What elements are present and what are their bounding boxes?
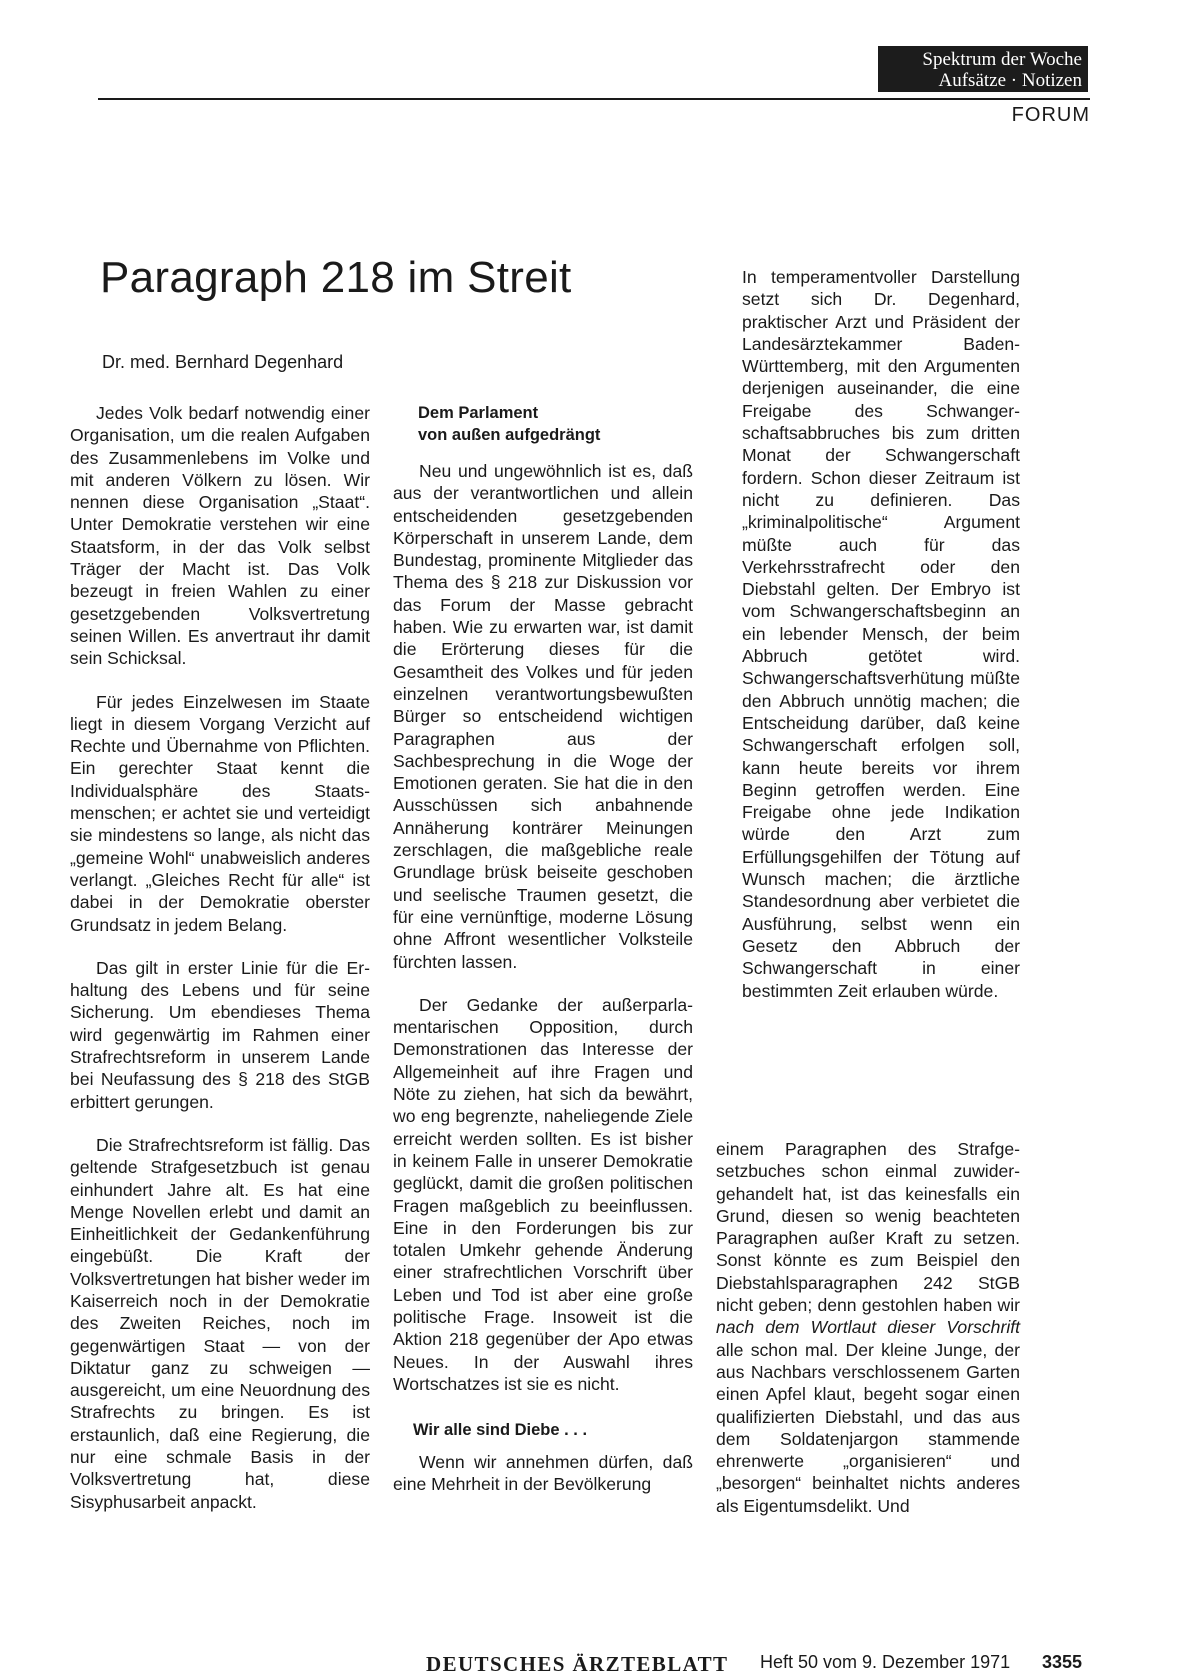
paragraph: Das gilt in erster Linie für die Erhaltung des Lebens und für seine Sicherung. Um ebendieses Thema wird gegenwärtig im Rahmen einer Strafrechtsreform in unserem Lande bei Neufassung des § 218 des StGB erbittert gerungen. xyxy=(70,957,370,1112)
badge-line-1: Spektrum der Woche xyxy=(922,49,1082,70)
paragraph: Für jedes Einzelwesen im Staate liegt in diesem Vorgang Verzicht auf Rechte und Übernahme von Pflichten. Ein gerechter Staat kennt die Individualsphäre des Staatsmenschen; er achtet sie und verteidigt sie mindestens so lange, als nicht das „gemeine Wohl“ unabweislich anderes verlangt. „Gleiches Recht für alle“ ist dabei in der Demokratie oberster Grundsatz in jedem Belang. xyxy=(70,691,370,935)
subheading: Wir alle sind Diebe . . . xyxy=(413,1421,588,1440)
column-2 xyxy=(393,402,693,1517)
section-badge xyxy=(878,46,1088,92)
paragraph xyxy=(716,1138,1020,1517)
page-number: 3355 xyxy=(1042,1652,1083,1672)
summary-text: In temperamentvoller Darstellung setzt sich Dr. Degenhard, praktischer Arzt und Präsident der Landesärztekammer Baden-Württemberg, mit den Argumenten derjenigen auseinander, die eine Freigabe des Schwangerschaftsabbruches bis zum dritten Monat der Schwangerschaft fordern. Schon dieser Zeitraum ist nicht zu definieren. Das „kriminalpolitische“ Argument müßte auch für das Verkehrsstrafrecht oder den Diebstahl gelten. Der Embryo ist vom Schwangerschaftsbeginn an ein lebender Mensch, der beim Abbruch getötet wird. Schwangerschaftsverhütung müßte den Abbruch unnötig machen; die Entscheidung darüber, daß keine Schwangerschaft erfolgen soll, kann heute bereits vor ihrem Beginn getroffen werden. Eine Freigabe ohne jede Indikation würde den Arzt zum Erfüllungsgehilfen der Tötung auf Wunsch machen; die ärztliche Standesordnung aber verbietet die Ausführung, selbst wenn ein Gesetz den Abbruch der Schwangerschaft in einer bestimmten Zeit erlauben würde. xyxy=(742,267,1020,1001)
text-run: alle schon mal. Der kleine Junge, der aus Nachbars verschlossenem Garten einen Apfel klaut, begeht sogar einen qualifizierten Diebstahl, und das aus dem Soldatenjargon stammende ehrenwerte „organisieren“ und „besorgen“ beinhaltet nichts anderes als Eigentumsdelikt. Und xyxy=(716,1339,1020,1516)
italic-text: nach dem Wortlaut dieser Vorschrift xyxy=(716,1317,1020,1338)
article-title: Paragraph 218 im Streit xyxy=(100,253,572,302)
badge-line-2: Aufsätze · Notizen xyxy=(938,70,1082,91)
publication-name: DEUTSCHES ÄRZTEBLATT xyxy=(426,1652,729,1676)
paragraph: Neu und ungewöhnlich ist es, daß aus der verantwortlichen und allein entscheidenden gesetzgebenden Körperschaft in unserem Lande, dem Bundestag, prominente Mitglieder das Thema des § 218 zur Diskussion vor das Forum der Masse gebracht haben. Wie zu erwarten war, ist damit die Erörterung dieses für die Gesamtheit des Volkes und für jeden einzelnen verantwortungsbewußten Bürger so entscheidend wichtigen Paragraphen aus der Sachbesprechung in die Woge der Emotionen geraten. Sie hat die in den Ausschüssen sich anbahnende Annäherung konträrer Meinungen zerschlagen, die maßgebliche reale Grundlage brüsk beiseite geschoben und seelische Traumen gesetzt, die für eine vernünftige, moderne Lösung ohne Affront wesentlicher Volksteile fürchten lassen. xyxy=(393,461,693,972)
issue-info: Heft 50 vom 9. Dezember 1971 xyxy=(760,1652,1011,1672)
paragraph: Die Strafrechtsreform ist fällig. Das geltende Strafgesetzbuch ist genau einhundert Jahre alt. Es hat eine Menge Novellen erlebt und damit an Einheitlichkeit der Gedankenführung eingebüßt. Die Kraft der Volksvertretungen hat bisher weder im Kaiserreich noch in der Demokratie des Zweiten Reiches, noch im gegenwärtigen Staat — von der Diktatur ganz zu schweigen — ausgereicht, um eine Neuordnung des Strafrechts zu bringen. Es ist erstaunlich, daß eine Regierung, die nur eine schmale Basis in der Volksvertretung hat, diese Sisyphusarbeit anpackt. xyxy=(70,1134,370,1512)
column-3 xyxy=(716,1138,1020,1538)
column-1 xyxy=(70,402,370,1534)
paragraph: Der Gedanke der außerparlamentarischen Opposition, durch Demonstrationen das Interesse der Allgemeinheit auf ihre Fragen und Nöte zu ziehen, hat sich da bewährt, wo eng begrenzte, naheliegende Ziele erreicht werden sollten. Es ist bisher in keinem Falle in unserer Demokratie geglückt, damit die großen politischen Fragen maßgeblich zu beeinflussen. Eine in den Forderungen bis zur totalen Umkehr gehende Änderung einer strafrechtlichen Vorschrift über Leben und Tod ist aber eine große politische Frage. Insoweit ist die Aktion 218 gegenüber der Apo etwas Neues. In der Auswahl ihres Wortschatzes ist sie es nicht. xyxy=(393,994,693,1394)
article-author: Dr. med. Bernhard Degenhard xyxy=(102,352,344,372)
text-run: einem Paragraphen des Strafgesetzbuches schon einmal zuwidergehandelt hat, ist das keinesfalls ein Grund, diesen so wenig beachteten Paragraphen außer Kraft zu setzen. Sonst könnte es zum Beispiel den Diebstahlsparagraphen 242 StGB nicht geben; denn gestohlen haben wir xyxy=(716,1139,1020,1316)
section-label: FORUM xyxy=(1011,104,1090,126)
subheading xyxy=(393,402,693,446)
paragraph: Jedes Volk bedarf notwendig einer Organisation, um die realen Aufgaben des Zusammenlebens im Volke und mit anderen Völkern zu lösen. Wir nennen diese Organisation „Staat“. Unter Demokratie verstehen wir eine Staatsform, in der das Volk selbst Träger der Macht ist. Das Volk bezeugt in freien Wahlen zu einer gesetzgebenden Volksvertretung seinen Willen. Es anvertraut ihr damit sein Schicksal. xyxy=(70,403,370,669)
paragraph: Wenn wir annehmen dürfen, daß eine Mehrheit in der Bevölkerung xyxy=(393,1452,693,1495)
subheading-line-2: von außen aufgedrängt xyxy=(418,426,601,444)
header-rule xyxy=(98,98,1090,100)
subheading-line-1: Dem Parlament xyxy=(418,404,539,422)
article-summary xyxy=(742,266,1020,1023)
